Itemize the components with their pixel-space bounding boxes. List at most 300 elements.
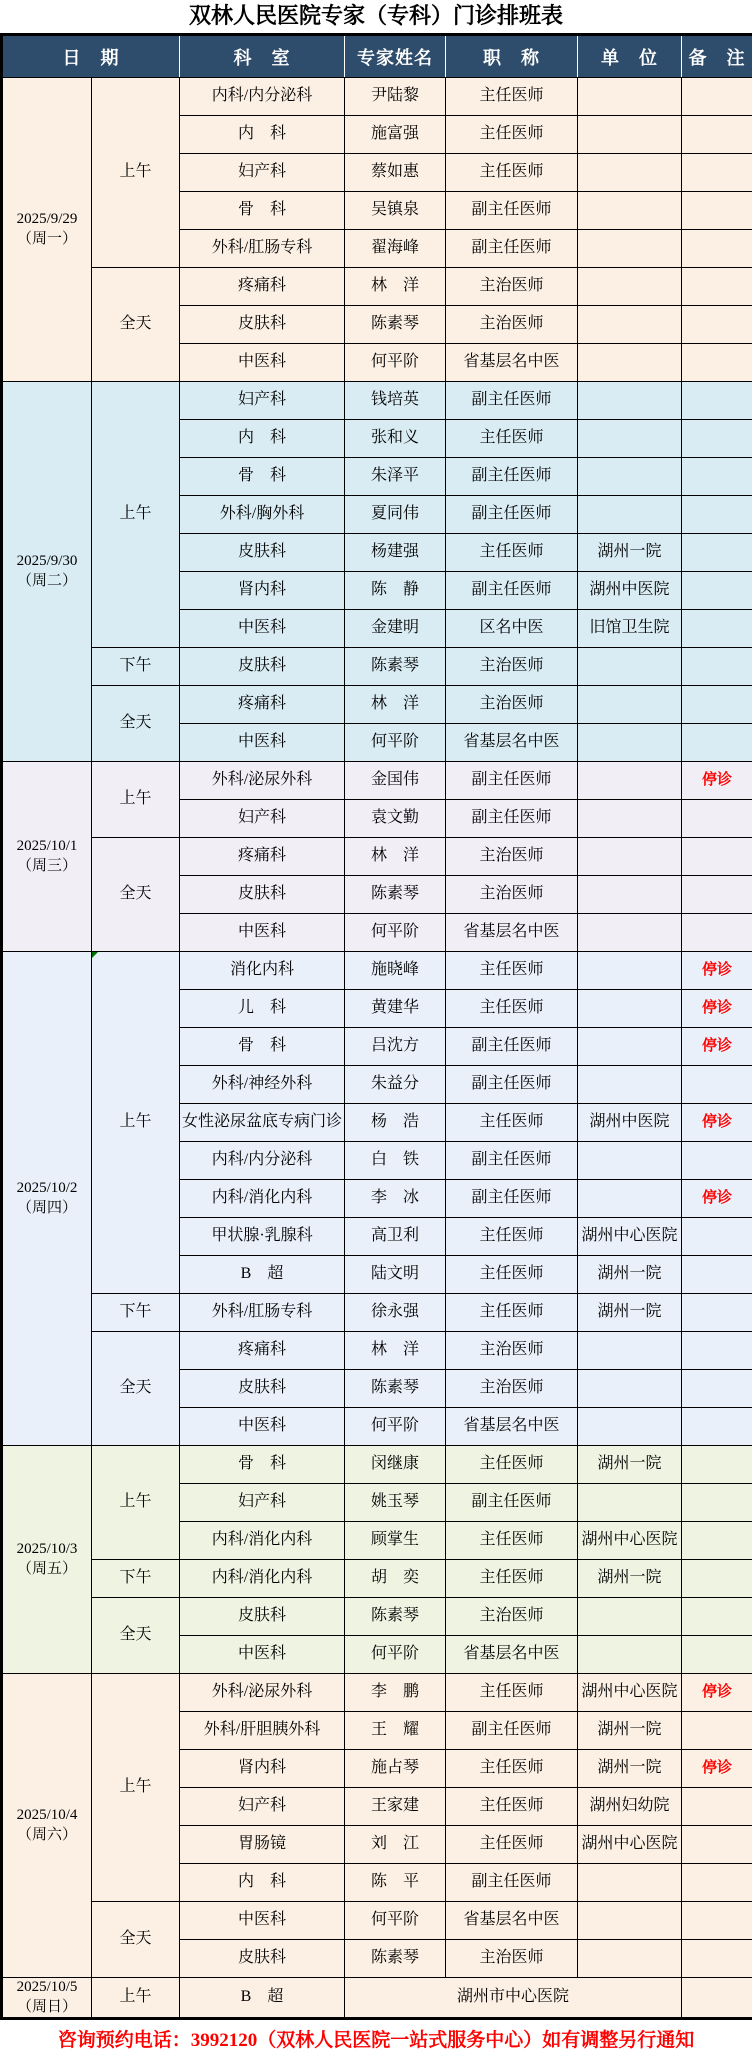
time-period-cell: 全天 xyxy=(92,268,180,382)
note-cell xyxy=(682,344,752,382)
note-cell xyxy=(682,496,752,534)
rank-cell: 副主任医师 xyxy=(446,1864,578,1902)
schedule-row xyxy=(2,382,752,420)
schedule-row xyxy=(2,1294,752,1332)
org-cell xyxy=(578,762,682,800)
dept-cell: 外科/神经外科 xyxy=(180,1066,345,1104)
org-cell xyxy=(578,686,682,724)
doctor-name-cell: 钱培英 xyxy=(345,382,446,420)
dept-cell: 中医科 xyxy=(180,724,345,762)
date-cell xyxy=(2,382,92,762)
rank-cell: 副主任医师 xyxy=(446,1028,578,1066)
org-cell: 湖州中心医院 xyxy=(578,1218,682,1256)
doctor-name-cell: 王家建 xyxy=(345,1788,446,1826)
note-cell xyxy=(682,1408,752,1446)
doctor-name-cell: 朱泽平 xyxy=(345,458,446,496)
header-row xyxy=(2,35,752,78)
org-cell xyxy=(578,1598,682,1636)
doctor-name-cell: 吕沈方 xyxy=(345,1028,446,1066)
note-cell xyxy=(682,1826,752,1864)
rank-cell: 主任医师 xyxy=(446,78,578,116)
note-cell xyxy=(682,800,752,838)
doctor-name-cell: 林 洋 xyxy=(345,268,446,306)
schedule-row xyxy=(2,686,752,724)
time-period-cell: 上午 xyxy=(92,762,180,838)
org-cell xyxy=(578,1864,682,1902)
schedule-row xyxy=(2,1560,752,1598)
org-cell: 湖州一院 xyxy=(578,1256,682,1294)
org-cell xyxy=(578,724,682,762)
org-cell xyxy=(578,876,682,914)
doctor-name-cell: 闵继康 xyxy=(345,1446,446,1484)
dept-cell: 外科/泌尿外科 xyxy=(180,1674,345,1712)
dept-cell: 中医科 xyxy=(180,1636,345,1674)
time-period-cell: 全天 xyxy=(92,1332,180,1446)
dept-cell: 妇产科 xyxy=(180,154,345,192)
date-cell xyxy=(2,762,92,952)
org-cell: 湖州妇幼院 xyxy=(578,1788,682,1826)
doctor-name-cell: 施晓峰 xyxy=(345,952,446,990)
note-cell xyxy=(682,1522,752,1560)
org-cell xyxy=(578,306,682,344)
note-cell: 停诊 xyxy=(682,1674,752,1712)
schedule-row xyxy=(2,762,752,800)
note-cell: 停诊 xyxy=(682,990,752,1028)
dept-cell: 肾内科 xyxy=(180,1750,345,1788)
note-cell xyxy=(682,724,752,762)
rank-cell: 主任医师 xyxy=(446,1788,578,1826)
note-cell xyxy=(682,838,752,876)
doctor-name-cell: 何平阶 xyxy=(345,1636,446,1674)
rank-cell: 省基层名中医 xyxy=(446,1408,578,1446)
dept-cell: 女性泌尿盆底专病门诊 xyxy=(180,1104,345,1142)
note-cell xyxy=(682,1598,752,1636)
date-value: 2025/10/2 xyxy=(4,1179,90,1199)
dept-cell: 内 科 xyxy=(180,116,345,154)
dept-cell: 外科/泌尿外科 xyxy=(180,762,345,800)
schedule-row xyxy=(2,1902,752,1940)
rank-cell: 省基层名中医 xyxy=(446,1636,578,1674)
doctor-name-cell: 杨 浩 xyxy=(345,1104,446,1142)
rank-cell: 主治医师 xyxy=(446,306,578,344)
rank-cell: 副主任医师 xyxy=(446,1066,578,1104)
date-cell xyxy=(2,1446,92,1674)
time-period-cell: 下午 xyxy=(92,1560,180,1598)
doctor-name-cell: 陈素琴 xyxy=(345,306,446,344)
note-cell: 停诊 xyxy=(682,1028,752,1066)
rank-cell: 主治医师 xyxy=(446,686,578,724)
org-cell xyxy=(578,458,682,496)
dept-cell: 疼痛科 xyxy=(180,268,345,306)
doctor-name-cell: 高卫利 xyxy=(345,1218,446,1256)
note-cell xyxy=(682,1636,752,1674)
org-cell xyxy=(578,420,682,458)
note-cell xyxy=(682,1902,752,1940)
rank-cell: 主任医师 xyxy=(446,1750,578,1788)
date-value: 2025/10/3 xyxy=(4,1540,90,1560)
note-cell: 停诊 xyxy=(682,952,752,990)
schedule-row xyxy=(2,1674,752,1712)
date-value: 2025/10/4 xyxy=(4,1806,90,1826)
note-cell xyxy=(682,1978,752,2019)
org-cell xyxy=(578,78,682,116)
rank-cell: 省基层名中医 xyxy=(446,914,578,952)
dept-cell: 皮肤科 xyxy=(180,648,345,686)
schedule-row xyxy=(2,1598,752,1636)
rank-cell: 省基层名中医 xyxy=(446,344,578,382)
doctor-name-cell: 何平阶 xyxy=(345,1408,446,1446)
doctor-name-cell: 胡 奕 xyxy=(345,1560,446,1598)
note-cell xyxy=(682,876,752,914)
note-cell xyxy=(682,382,752,420)
doctor-name-cell: 何平阶 xyxy=(345,914,446,952)
time-period-cell: 上午 xyxy=(92,1674,180,1902)
doctor-name-cell: 袁文勤 xyxy=(345,800,446,838)
doctor-name-cell: 陈 平 xyxy=(345,1864,446,1902)
rank-cell: 副主任医师 xyxy=(446,192,578,230)
dept-cell: 内科/消化内科 xyxy=(180,1180,345,1218)
note-cell xyxy=(682,1294,752,1332)
time-period-cell: 全天 xyxy=(92,1598,180,1674)
doctor-name-cell: 何平阶 xyxy=(345,724,446,762)
note-cell xyxy=(682,1712,752,1750)
rank-cell: 主治医师 xyxy=(446,1598,578,1636)
note-cell: 停诊 xyxy=(682,1750,752,1788)
doctor-name-cell: 陈素琴 xyxy=(345,1598,446,1636)
note-cell xyxy=(682,420,752,458)
rank-cell: 主任医师 xyxy=(446,1104,578,1142)
time-period-cell: 上午 xyxy=(92,1978,180,2019)
rank-cell: 主治医师 xyxy=(446,1940,578,1978)
doctor-name-cell: 吴镇泉 xyxy=(345,192,446,230)
rank-cell: 主任医师 xyxy=(446,1218,578,1256)
org-cell xyxy=(578,1484,682,1522)
org-cell xyxy=(578,230,682,268)
org-cell: 湖州一院 xyxy=(578,534,682,572)
org-cell xyxy=(578,268,682,306)
rank-cell: 主任医师 xyxy=(446,1522,578,1560)
time-period-cell: 全天 xyxy=(92,686,180,762)
org-cell: 旧馆卫生院 xyxy=(578,610,682,648)
schedule-row xyxy=(2,1446,752,1484)
dept-cell: 外科/肛肠专科 xyxy=(180,1294,345,1332)
doctor-name-cell: 陈素琴 xyxy=(345,1940,446,1978)
merged-org-cell: 湖州市中心医院 xyxy=(345,1978,682,2019)
org-cell xyxy=(578,1940,682,1978)
org-cell xyxy=(578,1028,682,1066)
doctor-name-cell: 尹陆黎 xyxy=(345,78,446,116)
header-rank: 职 称 xyxy=(446,35,578,78)
note-cell xyxy=(682,1864,752,1902)
doctor-name-cell: 林 洋 xyxy=(345,686,446,724)
weekday-value: （周四） xyxy=(4,1199,90,1219)
rank-cell: 主任医师 xyxy=(446,1826,578,1864)
doctor-name-cell: 刘 江 xyxy=(345,1826,446,1864)
dept-cell: 骨 科 xyxy=(180,192,345,230)
weekday-value: （周二） xyxy=(4,572,90,592)
schedule-row xyxy=(2,1332,752,1370)
date-cell xyxy=(2,1674,92,1978)
time-period-cell: 上午 xyxy=(92,78,180,268)
dept-cell: 妇产科 xyxy=(180,1484,345,1522)
dept-cell: 消化内科 xyxy=(180,952,345,990)
rank-cell: 副主任医师 xyxy=(446,800,578,838)
dept-cell: 皮肤科 xyxy=(180,876,345,914)
org-cell xyxy=(578,1902,682,1940)
doctor-name-cell: 夏同伟 xyxy=(345,496,446,534)
doctor-name-cell: 王 耀 xyxy=(345,1712,446,1750)
org-cell: 湖州一院 xyxy=(578,1750,682,1788)
schedule-table xyxy=(0,33,752,2020)
note-cell xyxy=(682,1142,752,1180)
rank-cell: 主任医师 xyxy=(446,420,578,458)
doctor-name-cell: 施占琴 xyxy=(345,1750,446,1788)
org-cell: 湖州一院 xyxy=(578,1560,682,1598)
doctor-name-cell: 林 洋 xyxy=(345,838,446,876)
org-cell: 湖州一院 xyxy=(578,1294,682,1332)
doctor-name-cell: 顾掌生 xyxy=(345,1522,446,1560)
org-cell xyxy=(578,1636,682,1674)
dept-cell: 皮肤科 xyxy=(180,306,345,344)
doctor-name-cell: 杨建强 xyxy=(345,534,446,572)
weekday-value: （周一） xyxy=(4,230,90,250)
rank-cell: 主治医师 xyxy=(446,268,578,306)
note-cell xyxy=(682,1788,752,1826)
note-cell xyxy=(682,914,752,952)
dept-cell: B 超 xyxy=(180,1978,345,2019)
rank-cell: 主任医师 xyxy=(446,1674,578,1712)
dept-cell: 甲状腺·乳腺科 xyxy=(180,1218,345,1256)
weekday-value: （周六） xyxy=(4,1826,90,1846)
note-cell xyxy=(682,268,752,306)
dept-cell: 外科/肛肠专科 xyxy=(180,230,345,268)
rank-cell: 主任医师 xyxy=(446,534,578,572)
note-cell xyxy=(682,230,752,268)
dept-cell: 内 科 xyxy=(180,420,345,458)
header-date: 日 期 xyxy=(2,35,180,78)
weekday-value: （周三） xyxy=(4,857,90,877)
time-period-cell: 上午 xyxy=(92,382,180,648)
org-cell xyxy=(578,1370,682,1408)
doctor-name-cell: 朱益分 xyxy=(345,1066,446,1104)
org-cell xyxy=(578,952,682,990)
rank-cell: 副主任医师 xyxy=(446,762,578,800)
org-cell xyxy=(578,1180,682,1218)
dept-cell: 骨 科 xyxy=(180,458,345,496)
org-cell xyxy=(578,914,682,952)
time-period-cell: 上午 xyxy=(92,952,180,1294)
dept-cell: 骨 科 xyxy=(180,1028,345,1066)
dept-cell: 妇产科 xyxy=(180,800,345,838)
rank-cell: 主治医师 xyxy=(446,1370,578,1408)
rank-cell: 主治医师 xyxy=(446,876,578,914)
rank-cell: 主任医师 xyxy=(446,1560,578,1598)
org-cell xyxy=(578,496,682,534)
dept-cell: 皮肤科 xyxy=(180,1598,345,1636)
note-cell xyxy=(682,458,752,496)
doctor-name-cell: 张和义 xyxy=(345,420,446,458)
dept-cell: 中医科 xyxy=(180,1902,345,1940)
doctor-name-cell: 姚玉琴 xyxy=(345,1484,446,1522)
time-period-cell: 上午 xyxy=(92,1446,180,1560)
rank-cell: 副主任医师 xyxy=(446,1712,578,1750)
weekday-value: （周日） xyxy=(4,1998,90,2018)
doctor-name-cell: 陆文明 xyxy=(345,1256,446,1294)
org-cell: 湖州一院 xyxy=(578,1712,682,1750)
page-title: 双林人民医院专家（专科）门诊排班表 xyxy=(0,0,752,33)
schedule-row xyxy=(2,952,752,990)
footer-notice: 咨询预约电话：3992120（双林人民医院一站式服务中心）如有调整另行通知 xyxy=(0,2020,752,2057)
doctor-name-cell: 何平阶 xyxy=(345,344,446,382)
rank-cell: 副主任医师 xyxy=(446,1142,578,1180)
org-cell xyxy=(578,800,682,838)
dept-cell: 肾内科 xyxy=(180,572,345,610)
note-cell xyxy=(682,572,752,610)
note-cell xyxy=(682,1332,752,1370)
date-value: 2025/9/29 xyxy=(4,210,90,230)
rank-cell: 副主任医师 xyxy=(446,1484,578,1522)
dept-cell: 外科/肝胆胰外科 xyxy=(180,1712,345,1750)
doctor-name-cell: 白 铁 xyxy=(345,1142,446,1180)
org-cell xyxy=(578,648,682,686)
doctor-name-cell: 金建明 xyxy=(345,610,446,648)
note-cell xyxy=(682,1560,752,1598)
doctor-name-cell: 陈素琴 xyxy=(345,648,446,686)
dept-cell: B 超 xyxy=(180,1256,345,1294)
rank-cell: 省基层名中医 xyxy=(446,724,578,762)
time-period-cell: 全天 xyxy=(92,838,180,952)
rank-cell: 副主任医师 xyxy=(446,458,578,496)
time-period-cell: 下午 xyxy=(92,1294,180,1332)
comment-marker-icon xyxy=(92,952,98,958)
doctor-name-cell: 金国伟 xyxy=(345,762,446,800)
dept-cell: 疼痛科 xyxy=(180,686,345,724)
org-cell xyxy=(578,116,682,154)
rank-cell: 副主任医师 xyxy=(446,1180,578,1218)
dept-cell: 皮肤科 xyxy=(180,1370,345,1408)
header-note: 备 注 xyxy=(682,35,752,78)
note-cell xyxy=(682,1256,752,1294)
rank-cell: 主任医师 xyxy=(446,952,578,990)
dept-cell: 内 科 xyxy=(180,1864,345,1902)
date-value: 2025/9/30 xyxy=(4,552,90,572)
date-value: 2025/10/5 xyxy=(4,1978,90,1998)
note-cell: 停诊 xyxy=(682,1104,752,1142)
org-cell xyxy=(578,192,682,230)
note-cell: 停诊 xyxy=(682,762,752,800)
dept-cell: 内科/内分泌科 xyxy=(180,1142,345,1180)
rank-cell: 主治医师 xyxy=(446,838,578,876)
org-cell: 湖州中心医院 xyxy=(578,1826,682,1864)
note-cell xyxy=(682,78,752,116)
doctor-name-cell: 李 鹏 xyxy=(345,1674,446,1712)
note-cell xyxy=(682,154,752,192)
org-cell: 湖州一院 xyxy=(578,1446,682,1484)
note-cell xyxy=(682,648,752,686)
schedule-row xyxy=(2,78,752,116)
dept-cell: 妇产科 xyxy=(180,382,345,420)
note-cell xyxy=(682,1484,752,1522)
rank-cell: 主任医师 xyxy=(446,1294,578,1332)
dept-cell: 中医科 xyxy=(180,1408,345,1446)
dept-cell: 疼痛科 xyxy=(180,1332,345,1370)
dept-cell: 骨 科 xyxy=(180,1446,345,1484)
rank-cell: 副主任医师 xyxy=(446,572,578,610)
time-period-cell: 全天 xyxy=(92,1902,180,1978)
schedule-row xyxy=(2,1978,752,2019)
schedule-row xyxy=(2,648,752,686)
note-cell xyxy=(682,686,752,724)
org-cell xyxy=(578,154,682,192)
rank-cell: 副主任医师 xyxy=(446,496,578,534)
org-cell xyxy=(578,1408,682,1446)
dept-cell: 中医科 xyxy=(180,610,345,648)
doctor-name-cell: 陈 静 xyxy=(345,572,446,610)
dept-cell: 中医科 xyxy=(180,344,345,382)
header-dept: 科 室 xyxy=(180,35,345,78)
rank-cell: 主任医师 xyxy=(446,1256,578,1294)
org-cell: 湖州中心医院 xyxy=(578,1522,682,1560)
org-cell xyxy=(578,990,682,1028)
rank-cell: 省基层名中医 xyxy=(446,1902,578,1940)
rank-cell: 副主任医师 xyxy=(446,382,578,420)
dept-cell: 胃肠镜 xyxy=(180,1826,345,1864)
doctor-name-cell: 翟海峰 xyxy=(345,230,446,268)
note-cell xyxy=(682,1370,752,1408)
rank-cell: 主任医师 xyxy=(446,116,578,154)
note-cell xyxy=(682,1218,752,1256)
org-cell xyxy=(578,382,682,420)
table-header xyxy=(2,35,752,78)
org-cell: 湖州中医院 xyxy=(578,572,682,610)
rank-cell: 主治医师 xyxy=(446,648,578,686)
dept-cell: 内科/消化内科 xyxy=(180,1522,345,1560)
note-cell xyxy=(682,534,752,572)
date-value: 2025/10/1 xyxy=(4,837,90,857)
org-cell: 湖州中心医院 xyxy=(578,1674,682,1712)
org-cell xyxy=(578,838,682,876)
note-cell xyxy=(682,116,752,154)
dept-cell: 儿 科 xyxy=(180,990,345,1028)
dept-cell: 皮肤科 xyxy=(180,1940,345,1978)
date-cell xyxy=(2,952,92,1446)
date-cell xyxy=(2,1978,92,2019)
rank-cell: 主任医师 xyxy=(446,1446,578,1484)
org-cell xyxy=(578,1332,682,1370)
doctor-name-cell: 何平阶 xyxy=(345,1902,446,1940)
dept-cell: 外科/胸外科 xyxy=(180,496,345,534)
doctor-name-cell: 陈素琴 xyxy=(345,876,446,914)
header-doctor-name: 专家姓名 xyxy=(345,35,446,78)
dept-cell: 中医科 xyxy=(180,914,345,952)
header-org: 单 位 xyxy=(578,35,682,78)
org-cell: 湖州中医院 xyxy=(578,1104,682,1142)
note-cell xyxy=(682,306,752,344)
org-cell xyxy=(578,1142,682,1180)
doctor-name-cell: 徐永强 xyxy=(345,1294,446,1332)
rank-cell: 副主任医师 xyxy=(446,230,578,268)
time-period-cell: 下午 xyxy=(92,648,180,686)
schedule-row xyxy=(2,838,752,876)
note-cell xyxy=(682,1446,752,1484)
note-cell xyxy=(682,1066,752,1104)
dept-cell: 内科/消化内科 xyxy=(180,1560,345,1598)
org-cell xyxy=(578,344,682,382)
note-cell xyxy=(682,1940,752,1978)
doctor-name-cell: 蔡如惠 xyxy=(345,154,446,192)
doctor-name-cell: 施富强 xyxy=(345,116,446,154)
note-cell xyxy=(682,610,752,648)
